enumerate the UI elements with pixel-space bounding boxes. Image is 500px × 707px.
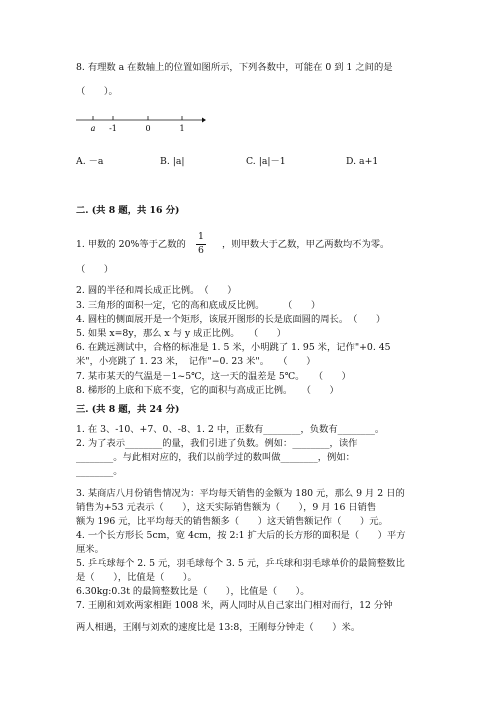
axis-label-minus-one: -1 — [109, 124, 117, 133]
s2-q1-text-after: ，则甲数大于乙数，甲乙两数均不为零。 — [222, 239, 390, 250]
s2-q6-line2: 米"，小亮跳了 1. 23 米， 记作"−0. 23 米"。 （ ） — [76, 356, 316, 367]
s3-q5-line1: 5. 乒乓球每个 2. 5 元，羽毛球每个 3. 5 元，乒乓球和羽毛球单价的最简整数比 — [76, 558, 405, 569]
s3-q6: 6.30kg:0.3t 的最简整数比是（ ），比值是（ ）。 — [76, 586, 310, 597]
s3-q2-line1: 2. 为了表示________的量，我们引进了负数。例如：________，读作 — [76, 438, 358, 449]
s3-q2-line2: ________。与此相对应的，我们以前学过的数叫做________，例如： — [76, 452, 355, 463]
s2-q1-fraction — [196, 232, 206, 256]
axis-label-zero: 0 — [145, 124, 151, 133]
s2-q1-text-before: 1. 甲数的 20%等于乙数的 — [76, 239, 186, 250]
q8-option-b: B. |a| — [160, 156, 185, 167]
q8-option-c: C. |a|－1 — [246, 156, 286, 167]
fraction-denominator: 6 — [198, 244, 204, 256]
s2-q7: 7. 某市某天的气温是－1~5℃，这一天的温差是 5℃。 （ ） — [76, 371, 351, 382]
q8-option-a: A. －a — [76, 156, 104, 167]
q8-option-d: D. a+1 — [346, 156, 379, 167]
s2-q4: 4. 圆柱的侧面展开是一个矩形，该展开图形的长是底面圆的周长。 （ ） — [76, 314, 386, 325]
q8-answer-paren: （ ）。 — [76, 86, 118, 97]
q8-stem: 8. 有理数 a 在数轴上的位置如图所示，下列各数中，可能在 0 到 1 之间的是 — [76, 62, 393, 73]
s3-q7-line1: 7. 王刚和刘欢两家相距 1008 米，两人同时从自己家出门相对而行，12 分钟 — [76, 600, 393, 611]
s3-q1: 1. 在 3、-10、+7、0、-8、1. 2 中，正数有________，负数有________。 — [76, 424, 385, 435]
s3-q3-line1: 3. 某商店八月份销售情况为：平均每天销售的金额为 180 元，那么 9 月 2 日的 — [76, 488, 405, 499]
number-line-figure — [76, 112, 206, 136]
s2-q8: 8. 梯形的上底和下底不变，它的面积与高成正比例。 （ ） — [76, 385, 339, 396]
s3-q4-line2: 厘米。 — [76, 544, 104, 555]
axis-label-one: 1 — [179, 124, 185, 133]
s2-q6-line1: 6. 在跳远测试中，合格的标准是 1. 5 米，小明跳了 1. 95 米，记作"+0. 45 — [76, 342, 391, 353]
s3-q5-line2: 是（ ），比值是（ ）。 — [76, 572, 197, 583]
s2-q3: 3. 三角形的面积一定，它的高和底成反比例。 （ ） — [76, 300, 321, 311]
axis-label-a: a — [90, 124, 96, 133]
fraction-numerator: 1 — [198, 231, 204, 242]
section2-title: 二. (共 8 题，共 16 分) — [76, 205, 180, 216]
section3-title: 三. (共 8 题，共 24 分) — [76, 404, 180, 415]
number-line-arrow — [202, 118, 206, 123]
s3-q3-line2: 销售为+53 元表示（ ），这天实际销售额为（ ），9 月 16 日销售 — [76, 502, 377, 513]
s3-q3-line3: 额为 196 元，比平均每天的销售额多（ ）这天销售额记作（ ）元。 — [76, 516, 388, 527]
s3-q7-line2: 两人相遇，王刚与刘欢的速度比是 13:8，王刚每分钟走（ ）米。 — [76, 622, 361, 633]
s3-q4-line1: 4. 一个长方形长 5cm，宽 4cm，按 2:1 扩大后的长方形的面积是（ ）平方 — [76, 530, 406, 541]
s2-q2: 2. 圆的半径和周长成正比例。 （ ） — [76, 285, 237, 296]
s2-q1-paren: （ ） — [76, 264, 114, 275]
s2-q5: 5. 如果 x=8y，那么 x 与 y 成正比例。 （ ） — [76, 328, 287, 339]
s3-q2-line3: ________。 — [76, 466, 123, 477]
